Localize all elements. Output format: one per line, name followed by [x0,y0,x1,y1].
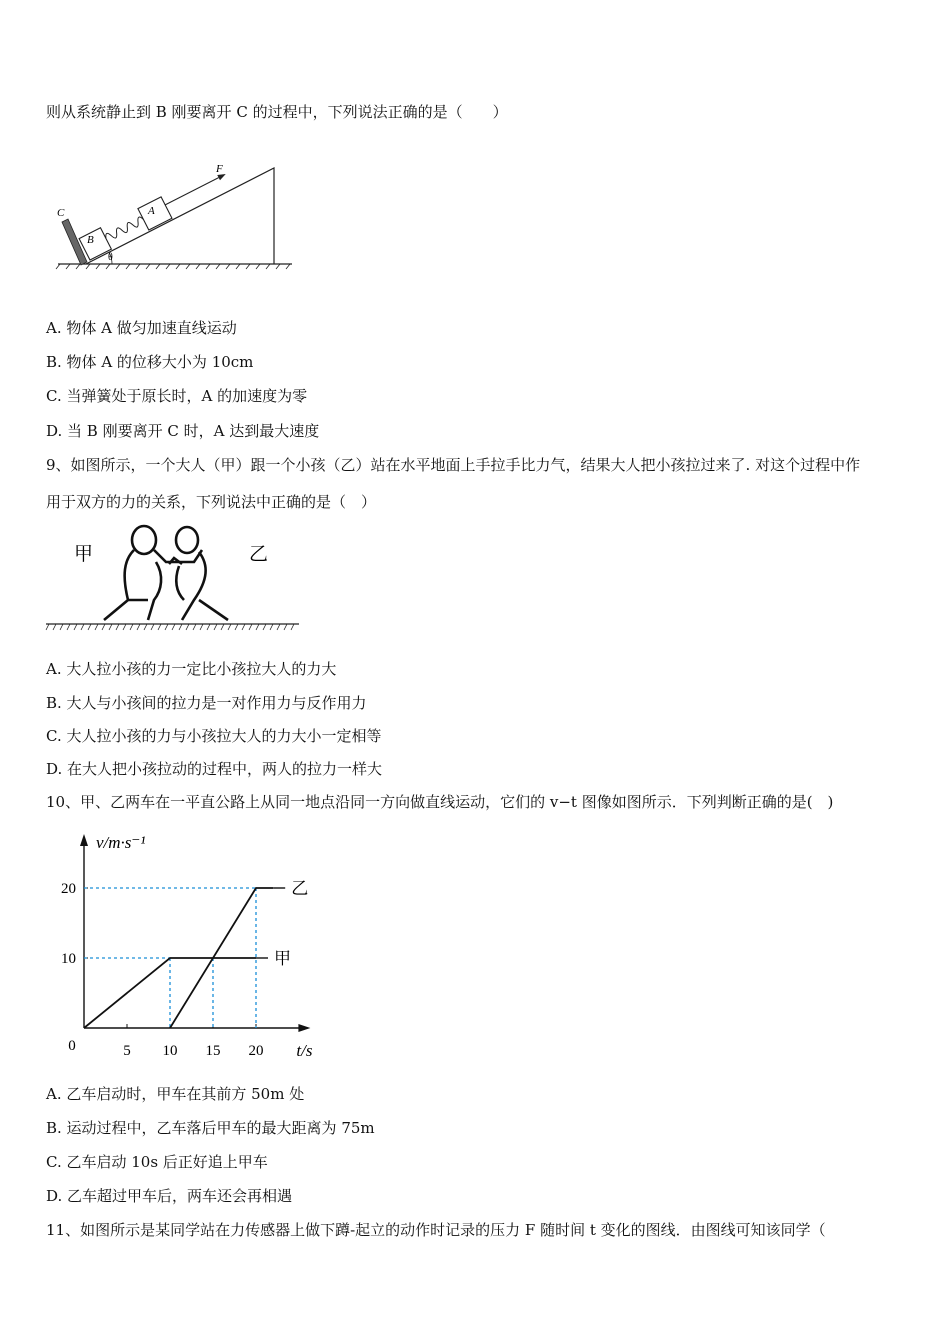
label-c: C [57,207,65,219]
x-axis-label: t/s [296,1041,313,1060]
block-a [138,197,172,230]
y-tick-label: 10 [61,951,76,967]
q10-stem: 10、甲、乙两车在一平直公路上从同一地点沿同一方向做直线运动，它们的 v−t 图像如图所示．下列判断正确的是( ) [46,793,834,811]
q9-stem-line2: 用于双方的力的关系，下列说法中正确的是（ ） [46,493,377,511]
question-8-tail: 则从系统静止到 B 刚要离开 C 的过程中，下列说法正确的是（ ） [46,103,508,121]
x-tick-label: 15 [205,1043,221,1059]
q9-option-c: C. 大人拉小孩的力与小孩拉大人的力大小一定相等 [46,727,382,745]
vt-chart [46,826,356,1066]
origin-label: 0 [68,1038,76,1054]
label-jia: 甲 [74,543,94,565]
q10-option-a: A. 乙车启动时，甲车在其前方 50m 处 [46,1085,305,1103]
q9-option-b: B. 大人与小孩间的拉力是一对作用力与反作用力 [46,694,367,712]
q9-option-a: A. 大人拉小孩的力一定比小孩拉大人的力大 [46,660,337,678]
tug-figure [44,520,306,635]
label-a: A [148,205,155,217]
y-axis-label: v/m·s⁻¹ [96,833,146,852]
q10-option-b: B. 运动过程中，乙车落后甲车的最大距离为 75m [46,1119,375,1137]
q8-option-d: D. 当 B 刚要离开 C 时，A 达到最大速度 [46,422,320,440]
x-tick-label: 5 [123,1043,131,1059]
series-label-0: 甲 [274,949,291,969]
series-line-0 [84,958,256,1028]
label-f: F [216,163,223,175]
q11-stem: 11、如图所示是某同学站在力传感器上做下蹲-起立的动作时记录的压力 F 随时间 t 变化的图线．由图线可知该同学（ [46,1221,826,1239]
x-tick-label: 10 [162,1043,178,1059]
q8-option-c: C. 当弹簧处于原长时，A 的加速度为零 [46,387,308,405]
x-tick-label: 20 [248,1043,264,1059]
q9-option-d: D. 在大人把小孩拉动的过程中，两人的拉力一样大 [46,760,383,778]
q8-option-a: A. 物体 A 做匀加速直线运动 [46,319,237,337]
label-theta: θ [108,252,113,263]
q10-option-d: D. 乙车超过甲车后，两车还会再相遇 [46,1187,293,1205]
label-yi: 乙 [249,543,269,565]
incline-figure [50,158,300,273]
y-axis-arrow [80,834,88,846]
y-tick-label: 20 [61,881,76,897]
series-label-1: 乙 [291,879,309,899]
label-b: B [87,234,94,246]
spring [104,216,145,242]
x-axis-arrow [298,1024,310,1032]
q9-stem-line1: 9、如图所示，一个大人（甲）跟一个小孩（乙）站在水平地面上手拉手比力气，结果大人把小孩拉过来了. 对这个过程中作 [46,456,861,474]
q10-option-c: C. 乙车启动 10s 后正好追上甲车 [46,1153,268,1171]
q8-option-b: B. 物体 A 的位移大小为 10cm [46,353,254,371]
